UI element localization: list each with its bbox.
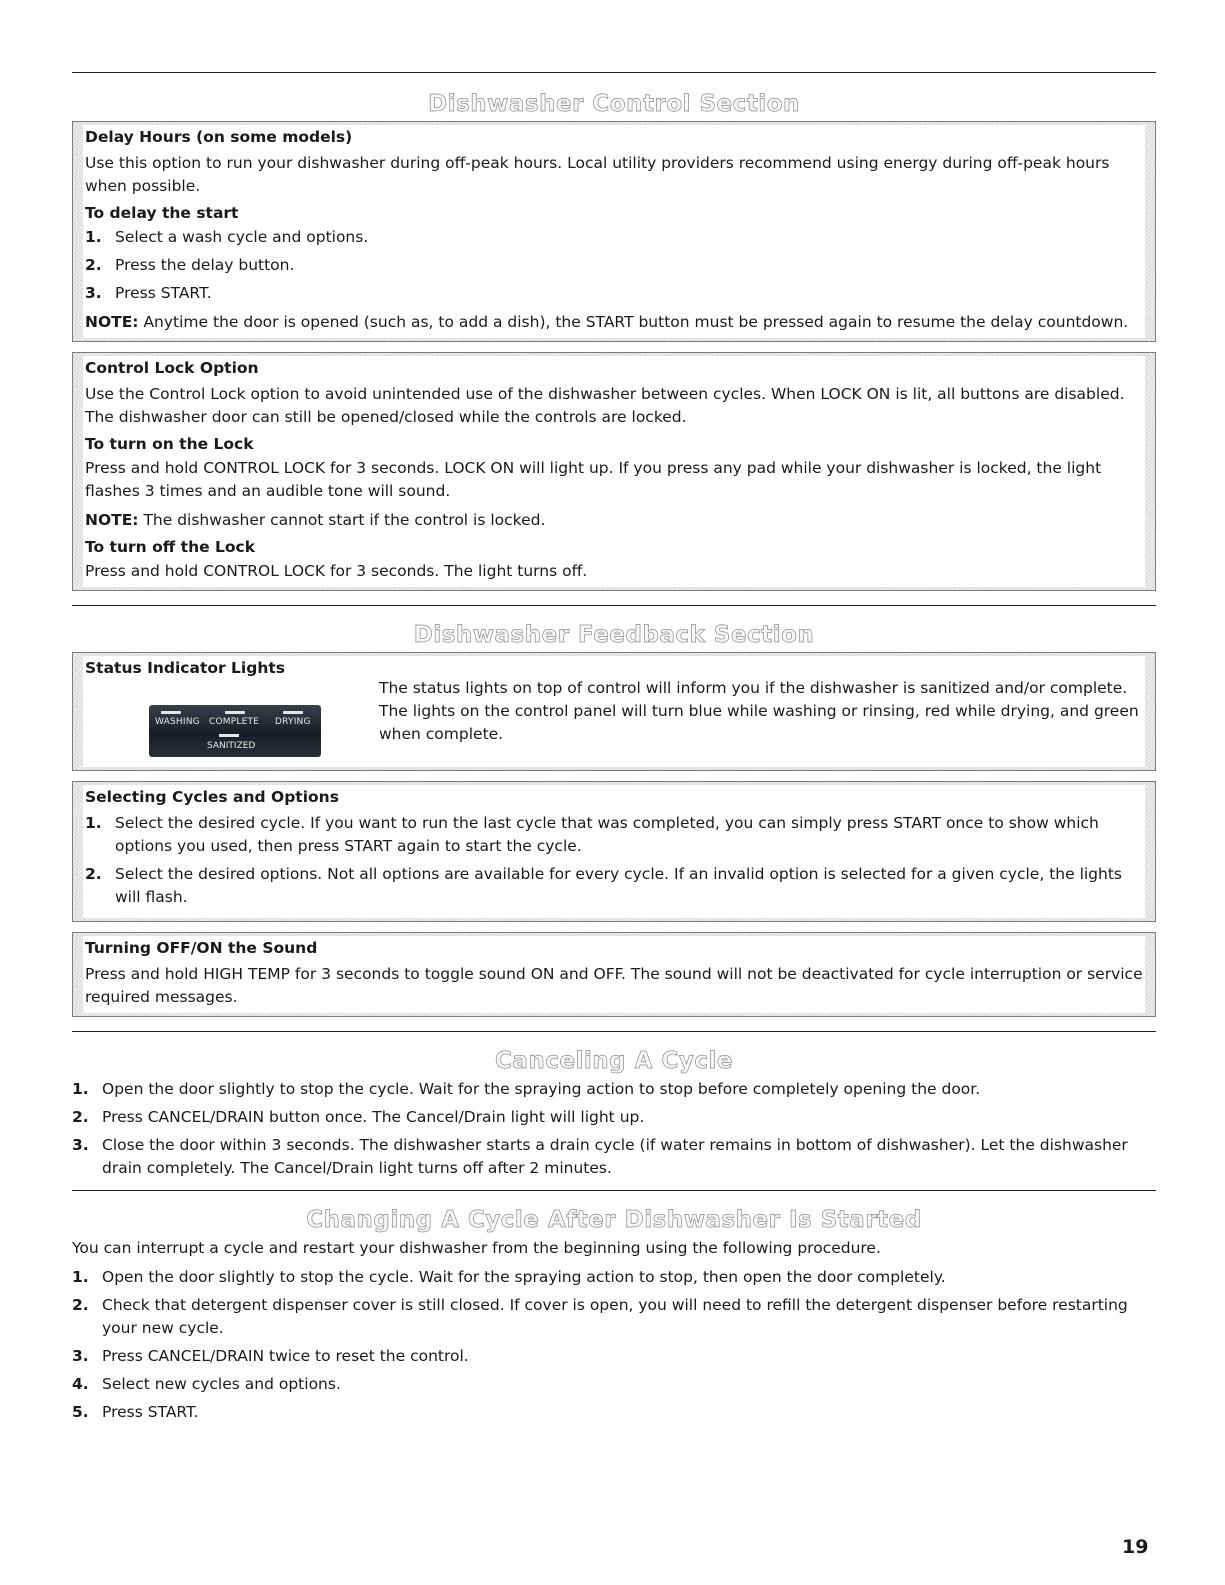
lock-on-text: Press and hold CONTROL LOCK for 3 seconds. LOCK ON will light up. If you press any pad while your dishwasher is locked, the light flashes 3 times and an audible tone will sound. [85, 459, 1102, 500]
status-heading: Status Indicator Lights [85, 659, 286, 677]
selecting-heading: Selecting Cycles and Options [85, 788, 339, 806]
lock-intro: Use the Control Lock option to avoid unintended use of the dishwasher between cycles. When LOCK ON is lit, all buttons are disabled. The dishwasher door can still be opened/closed while the controls are locked. [85, 385, 1125, 426]
list-item: 1. Select the desired cycle. If you want to run the last cycle that was completed, you can simply press START once to show which options you used, then press START again to start the cycle. [85, 814, 1099, 855]
lock-off-heading: To turn off the Lock [85, 538, 256, 556]
delay-hours-box [72, 121, 1156, 342]
manual-page [72, 0, 1156, 1430]
change-section [72, 1237, 1156, 1424]
list-item: 2. Press CANCEL/DRAIN button once. The Cancel/Drain light will light up. [72, 1108, 645, 1126]
section-title-control: Dishwasher Control Section [428, 91, 800, 117]
change-steps [72, 1266, 1156, 1424]
lock-on-heading: To turn on the Lock [85, 435, 254, 453]
delay-heading: Delay Hours (on some models) [85, 128, 353, 146]
control-lock-box [72, 352, 1156, 591]
cancel-steps [72, 1078, 1156, 1180]
list-item: 4. Select new cycles and options. [72, 1375, 341, 1393]
list-item: 1. Select a wash cycle and options. [85, 228, 369, 246]
selecting-steps [85, 812, 1143, 909]
list-item: 3. Press CANCEL/DRAIN twice to reset the control. [72, 1347, 469, 1365]
list-item: 2. Press the delay button. [85, 256, 295, 274]
page-number: 19 [1122, 1536, 1149, 1558]
section-title-cancel: Canceling A Cycle [495, 1048, 733, 1074]
section-title-change: Changing A Cycle After Dishwasher Is Started [306, 1207, 922, 1233]
delay-subheading: To delay the start [85, 204, 239, 222]
list-item: 3. Press START. [85, 284, 212, 302]
lock-note: NOTE: The dishwasher cannot start if the control is locked. [85, 511, 546, 529]
delay-steps [85, 226, 1143, 305]
list-item: 3. Close the door within 3 seconds. The dishwasher starts a drain cycle (if water remains in bottom of dishwasher). Let the dishwasher drain completely. The Cancel/Drain light turns off after 2 minutes. [72, 1136, 1128, 1177]
lock-heading: Control Lock Option [85, 359, 259, 377]
divider [72, 72, 1156, 73]
lock-off-text: Press and hold CONTROL LOCK for 3 seconds. The light turns off. [85, 562, 588, 580]
status-lights-box [72, 652, 1156, 771]
delay-intro: Use this option to run your dishwasher during off-peak hours. Local utility providers recommend using energy during off-peak hours when possible. [85, 154, 1110, 195]
list-item: 5. Press START. [72, 1403, 199, 1421]
list-item: 1. Open the door slightly to stop the cycle. Wait for the spraying action to stop before completely opening the door. [72, 1080, 981, 1098]
list-item: 1. Open the door slightly to stop the cycle. Wait for the spraying action to stop, then open the door completely. [72, 1268, 946, 1286]
delay-note: NOTE: Anytime the door is opened (such as, to add a dish), the START button must be pressed again to resume the delay countdown. [85, 313, 1129, 331]
divider [72, 1190, 1156, 1191]
divider [72, 1031, 1156, 1032]
change-intro: You can interrupt a cycle and restart your dishwasher from the beginning using the following procedure. [72, 1239, 881, 1257]
section-title-feedback: Dishwasher Feedback Section [413, 622, 815, 648]
divider [72, 605, 1156, 606]
sound-heading: Turning OFF/ON the Sound [85, 939, 318, 957]
cancel-section [72, 1078, 1156, 1180]
status-text: The status lights on top of control will inform you if the dishwasher is sanitized and/or complete. The lights on the control panel will turn blue while washing or rinsing, red while drying, and green when complete. [379, 679, 1139, 743]
list-item: 2. Select the desired options. Not all options are available for every cycle. If an invalid option is selected for a given cycle, the lights will flash. [85, 865, 1122, 906]
sound-box [72, 932, 1156, 1017]
sound-text: Press and hold HIGH TEMP for 3 seconds to toggle sound ON and OFF. The sound will not be deactivated for cycle interruption or service required messages. [85, 965, 1143, 1006]
selecting-cycles-box [72, 781, 1156, 922]
status-panel-image: WASHING COMPLETE DRYING SANITIZED [149, 705, 321, 757]
list-item: 2. Check that detergent dispenser cover is still closed. If cover is open, you will need to refill the detergent dispenser before restarting your new cycle. [72, 1296, 1128, 1337]
